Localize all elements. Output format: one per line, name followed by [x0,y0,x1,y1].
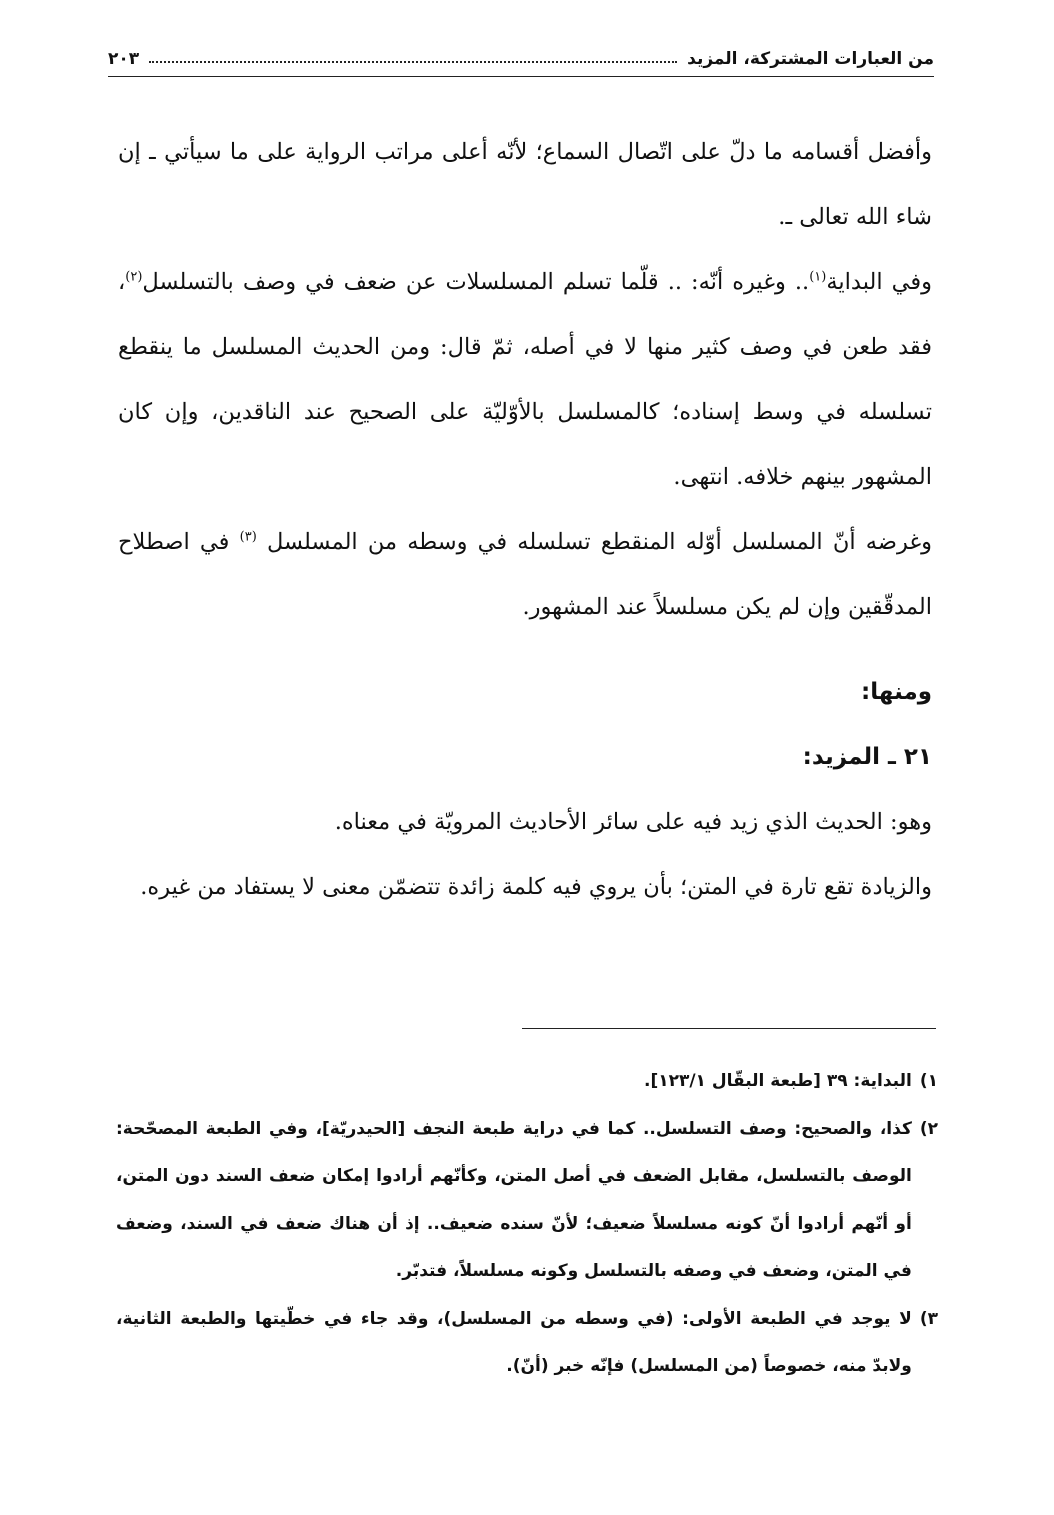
footnote-1 [116,1058,938,1106]
paragraph-5: والزيادة تقع تارة في المتن؛ بأن يروي فيه كلمة زائدة تتضمّن معنى لا يستفاد من غيره. [140,874,932,900]
paragraph-2-text-a: وفي البداية [826,269,933,295]
paragraph-2 [118,250,932,510]
footnote-ref-2[interactable]: (٢) [125,269,143,285]
section-heading: ٢١ ـ المزيد: [802,744,932,770]
paragraph-2-text-b: .. وغيره أنّه: .. قلّما تسلم المسلسلات عن ضعف في وصف بالتسلسل [142,269,810,295]
paragraph-3-text-a: وغرضه أنّ المسلسل أوّله المنقطع تسلسله في وسطه من المسلسل [266,529,933,555]
footnotes [116,1058,938,1391]
header-dot-leader [149,61,677,63]
footnote-3 [116,1296,938,1391]
paragraph-4: وهو: الحديث الذي زيد فيه على سائر الأحاديث المرويّة في معناه. [334,809,932,835]
paragraph-3-text-b: في اصطلاح المدقّقين وإن لم يكن مسلسلاً عند المشهور. [118,529,932,620]
footnote-ref-3[interactable]: (٣) [239,529,257,545]
paragraph-1: وأفضل أقسامه ما دلّ على اتّصال السماع؛ لأنّه أعلى مراتب الرواية على ما سيأتي ـ إن شاء الله تعالى ـ. [118,139,932,230]
footnote-number: ١) [919,1071,938,1091]
footnote-2 [116,1106,938,1296]
footnote-number: ٢) [919,1118,938,1139]
main-text [118,120,932,920]
paragraph-3 [118,510,932,640]
page-number: ٢٠٣ [108,49,140,69]
footnote-text: لا يوجد في الطبعة الأولى: (في وسطه من المسلسل)، وقد جاء في خطّيتها والطبعة الثانية، ولابدّ منه، خصوصاً (من المسلسل) فإنّه خبر (أنّ). [116,1308,912,1376]
section-label: ومنها: [861,679,932,705]
footnote-separator [522,1028,936,1029]
footnote-ref-1[interactable]: (١) [809,269,827,285]
paragraph-2-text-c: ، فقد طعن في وصف كثير منها لا في أصله، ثمّ قال: ومن الحديث المسلسل ما ينقطع تسلسله في وسط إسناده؛ كالمسلسل بالأوّليّة على الصحيح عند الناقدين، وإن كان المشهور بينهم خلافه. انتهى. [118,269,932,490]
running-title: من العبارات المشتركة، المزيد [687,49,934,69]
page-header [108,42,934,77]
footnote-text: كذا، والصحيح: وصف التسلسل.. كما في دراية طبعة النجف [الحيدريّة]، وفي الطبعة المصحّحة: الوصف بالتسلسل، مقابل الضعف في أصل المتن، وكأنّهم أرادوا إمكان ضعف السند دون المتن، أو أنّهم أرادوا أنّ كونه مسلسلاً ضعيف؛ لأنّ سنده ضعيف.. إذ أن هناك ضعف في السند، وضعف في المتن، وضعف في وصفه بالتسلسل وكونه مسلسلاً، فتدبّر. [116,1118,912,1281]
footnote-text: البداية: ٣٩ [طبعة البقّال ١٢٣/١]. [643,1071,912,1091]
footnote-number: ٣) [919,1308,938,1329]
